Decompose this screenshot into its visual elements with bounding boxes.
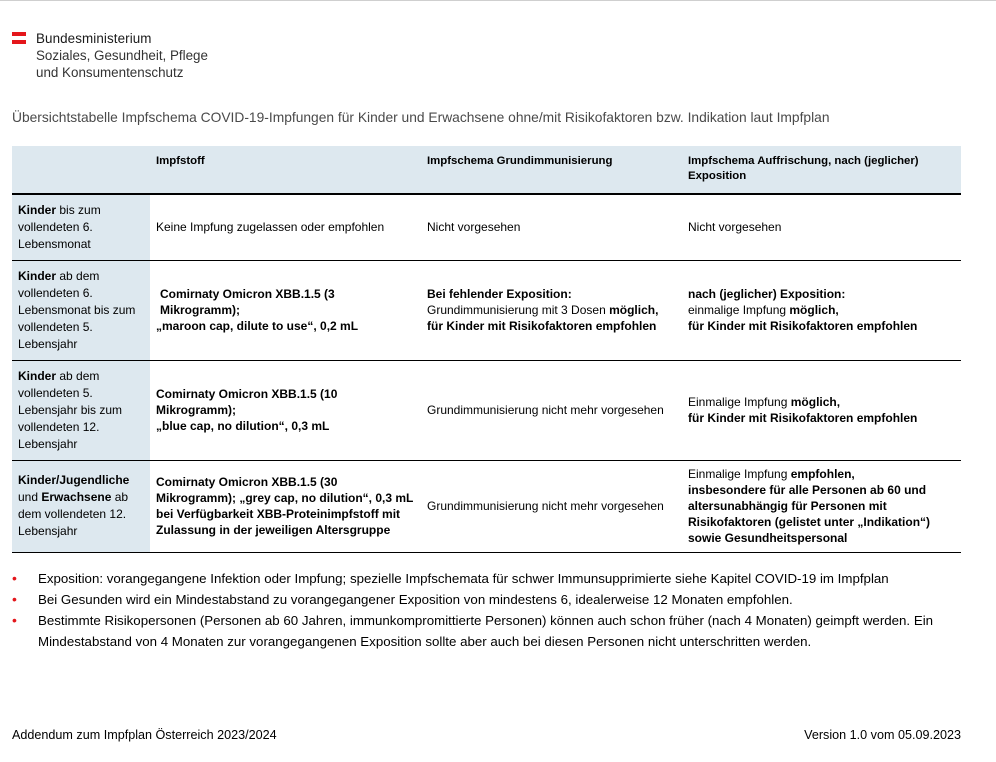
table-header-row — [12, 146, 961, 194]
cell-vaccine: Comirnaty Omicron XBB.1.5 (30 Mikrogramm); „grey cap, no dilution“, 0,3 mL bei Verfügbarkeit XBB-Proteinimpfstoff mit Zulassung in der jeweiligen Altersgruppe — [150, 460, 421, 552]
cell-booster: Einmalige Impfung möglich, für Kinder mit Risikofaktoren empfohlen — [682, 360, 961, 460]
row-group: Kinder bis zum vollendeten 6. Lebensmonat — [12, 194, 150, 260]
ministry-line-1: Bundesministerium — [36, 31, 152, 46]
cell-booster: nach (jeglicher) Exposition: einmalige Impfung möglich, für Kinder mit Risikofaktoren empfohlen — [682, 260, 961, 360]
cell-primary: Grundimmunisierung nicht mehr vorgesehen — [421, 360, 682, 460]
ministry-line-2: Soziales, Gesundheit, Pflege — [36, 48, 208, 63]
vaccination-schema-table — [12, 146, 961, 553]
cell-primary: Grundimmunisierung nicht mehr vorgesehen — [421, 460, 682, 552]
table-row — [12, 460, 961, 552]
cell-vaccine: Comirnaty Omicron XBB.1.5 (3 Mikrogramm); „maroon cap, dilute to use“, 0,2 mL — [150, 260, 421, 360]
list-item: • Bestimmte Risikopersonen (Personen ab 60 Jahren, immunkompromittierte Personen) können auch schon früher (nach 4 Monaten) geimpft werden. Ein Mindestabstand von 4 Monaten zur vorangegangenen Exposition sollte aber auch bei diesen Personen nicht unterschritten werden. — [12, 612, 934, 649]
cell-primary: Bei fehlender Exposition: Grundimmunisierung mit 3 Dosen möglich, für Kinder mit Risikofaktoren empfohlen — [421, 260, 682, 360]
header-empty — [12, 146, 150, 194]
cell-booster: Einmalige Impfung empfohlen, insbesondere für alle Personen ab 60 und altersunabhängig für Personen mit Risikofaktoren (gelistet unter „Indikation“) sowie Gesundheitspersonal — [682, 460, 961, 552]
cell-vaccine: Comirnaty Omicron XBB.1.5 (10 Mikrogramm); „blue cap, no dilution“, 0,3 mL — [150, 360, 421, 460]
notes-list — [12, 568, 962, 652]
list-item: • Bei Gesunden wird ein Mindestabstand zu vorangegangener Exposition von mindestens 6, idealerweise 12 Monaten empfohlen. — [12, 589, 962, 610]
bullet-icon: • — [12, 612, 17, 628]
row-group: Kinder ab dem vollendeten 6. Lebensmonat bis zum vollendeten 5. Lebensjahr — [12, 260, 150, 360]
table-row — [12, 360, 961, 460]
footer-version: Version 1.0 vom 05.09.2023 — [804, 728, 961, 742]
austria-flag-icon — [12, 32, 26, 44]
row-group: Kinder ab dem vollendeten 5. Lebensjahr bis zum vollendeten 12. Lebensjahr — [12, 360, 150, 460]
cell-primary: Nicht vorgesehen — [421, 194, 682, 260]
ministry-name — [36, 30, 296, 81]
table-row — [12, 194, 961, 260]
header-primary-schedule: Impfschema Grundimmunisierung — [421, 146, 682, 194]
document-title: Übersichtstabelle Impfschema COVID-19-Impfungen für Kinder und Erwachsene ohne/mit Risikofaktoren bzw. Indikation laut Impfplan — [12, 110, 830, 125]
cell-vaccine: Keine Impfung zugelassen oder empfohlen — [150, 194, 421, 260]
row-group: Kinder/Jugendliche und Erwachsene ab dem vollendeten 12. Lebensjahr — [12, 460, 150, 552]
cell-booster: Nicht vorgesehen — [682, 194, 961, 260]
top-divider — [0, 0, 996, 1]
list-item: • Exposition: vorangegangene Infektion oder Impfung; spezielle Impfschemata für schwer Immunsupprimierte siehe Kapitel COVID-19 im Impfplan — [12, 568, 962, 589]
footer-document-name: Addendum zum Impfplan Österreich 2023/2024 — [12, 728, 277, 742]
header-vaccine: Impfstoff — [150, 146, 421, 194]
header-booster-schedule: Impfschema Auffrischung, nach (jeglicher) Exposition — [682, 146, 961, 194]
table-row — [12, 260, 961, 360]
ministry-line-3: und Konsumentenschutz — [36, 65, 184, 80]
bullet-icon: • — [12, 570, 17, 586]
bullet-icon: • — [12, 591, 17, 607]
